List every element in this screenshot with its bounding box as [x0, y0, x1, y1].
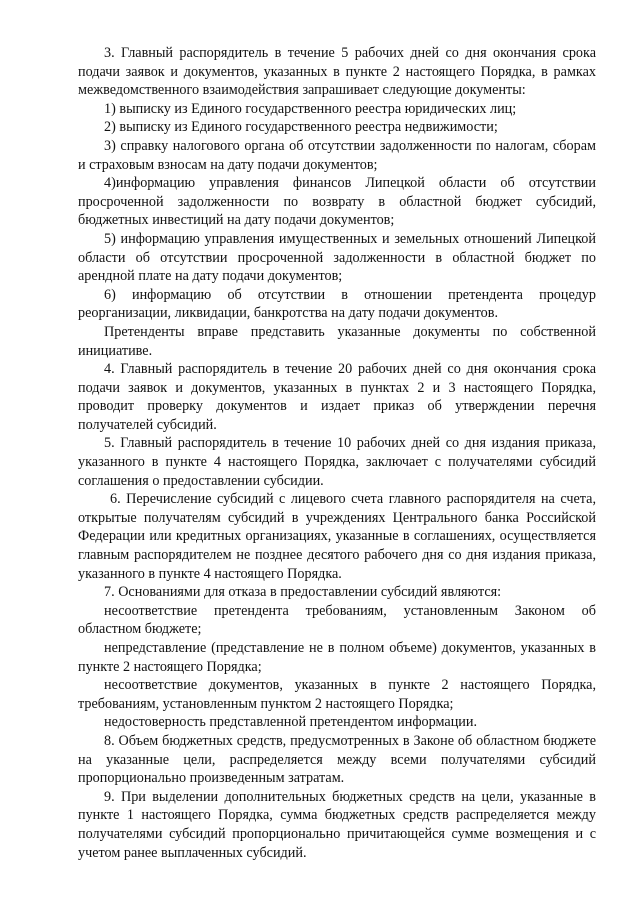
paragraph-7: 7. Основаниями для отказа в предоставлении субсидий являются:: [104, 584, 502, 601]
list-item-3: 3) справку налогового органа об отсутствии задолженности по налогам, сборам и страховым взносам на дату подачи документов;: [78, 137, 596, 173]
list-item-2: 2) выписку из Единого государственного реестра недвижимости;: [104, 119, 498, 136]
paragraph-initiative: Претенденты вправе представить указанные документы по собственной инициативе.: [78, 323, 596, 359]
paragraph-5: 5. Главный распорядитель в течение 10 рабочих дней со дня издания приказа, указанного в пункте 4 настоящего Порядка, заключает с получателями субсидий соглашения о предоставлении субсидии.: [78, 435, 596, 489]
paragraph-9: 9. При выделении дополнительных бюджетных средств на цели, указанные в пункте 1 настоящего Порядка, сумма бюджетных средств распределяется между получателями субсидий пропорционально причитающейся сумме возмещения и с учетом ранее выплаченных субсидий.: [78, 788, 596, 861]
paragraph-6: 6. Перечисление субсидий с лицевого счета главного распорядителя на счета, открытые получателям субсидий в учреждениях Центрального банка Российской Федерации или кредитных организациях, указанные в соглашениях, осуществляется главным распорядителем не позднее десятого рабочего дня со дня издания приказа, указанного в пункте 4 настоящего Порядка.: [78, 491, 596, 582]
paragraph-4: 4. Главный распорядитель в течение 20 рабочих дней со дня окончания срока подачи заявок и документов, указанных в пунктах 2 и 3 настоящего Порядка, проводит проверку документов и издает приказ об утверждении перечня получателей субсидий.: [78, 361, 596, 433]
refusal-reason-1: несоответствие претендента требованиям, установленным Законом об областном бюджете;: [78, 602, 596, 638]
list-item-6: 6) информацию об отсутствии в отношении претендента процедур реорганизации, ликвидации, банкротства на дату подачи документов.: [78, 286, 596, 322]
paragraph-8: 8. Объем бюджетных средств, предусмотренных в Законе об областном бюджете на указанные цели, распределяется между всеми получателями субсидий пропорционально произведенным затратам.: [78, 732, 596, 787]
refusal-reason-3: несоответствие документов, указанных в пункте 2 настоящего Порядка, требованиям, установленным пунктом 2 настоящего Порядка;: [78, 677, 596, 712]
paragraph-3: 3. Главный распорядитель в течение 5 рабочих дней со дня окончания срока подачи заявок и документов, указанных в пункте 2 настоящего Порядка, в рамках межведомственного взаимодействия запрашивает следующие документы:: [78, 45, 596, 99]
document-page: [78, 44, 596, 862]
refusal-reason-2: непредставление (представление не в полном объеме) документов, указанных в пункте 2 настоящего Порядка;: [78, 640, 596, 675]
list-item-1: 1) выписку из Единого государственного реестра юридических лиц;: [104, 100, 517, 117]
refusal-reason-4: недостоверность представленной претендентом информации.: [104, 714, 478, 731]
list-item-5: 5) информацию управления имущественных и земельных отношений Липецкой области об отсутствии просроченной задолженности в областной бюджет по арендной плате на дату подачи документов;: [78, 230, 596, 285]
list-item-4: 4)информацию управления финансов Липецкой области об отсутствии просроченной задолженности по возврату в областной бюджет субсидий, бюджетных инвестиций на дату подачи документов;: [78, 175, 596, 229]
